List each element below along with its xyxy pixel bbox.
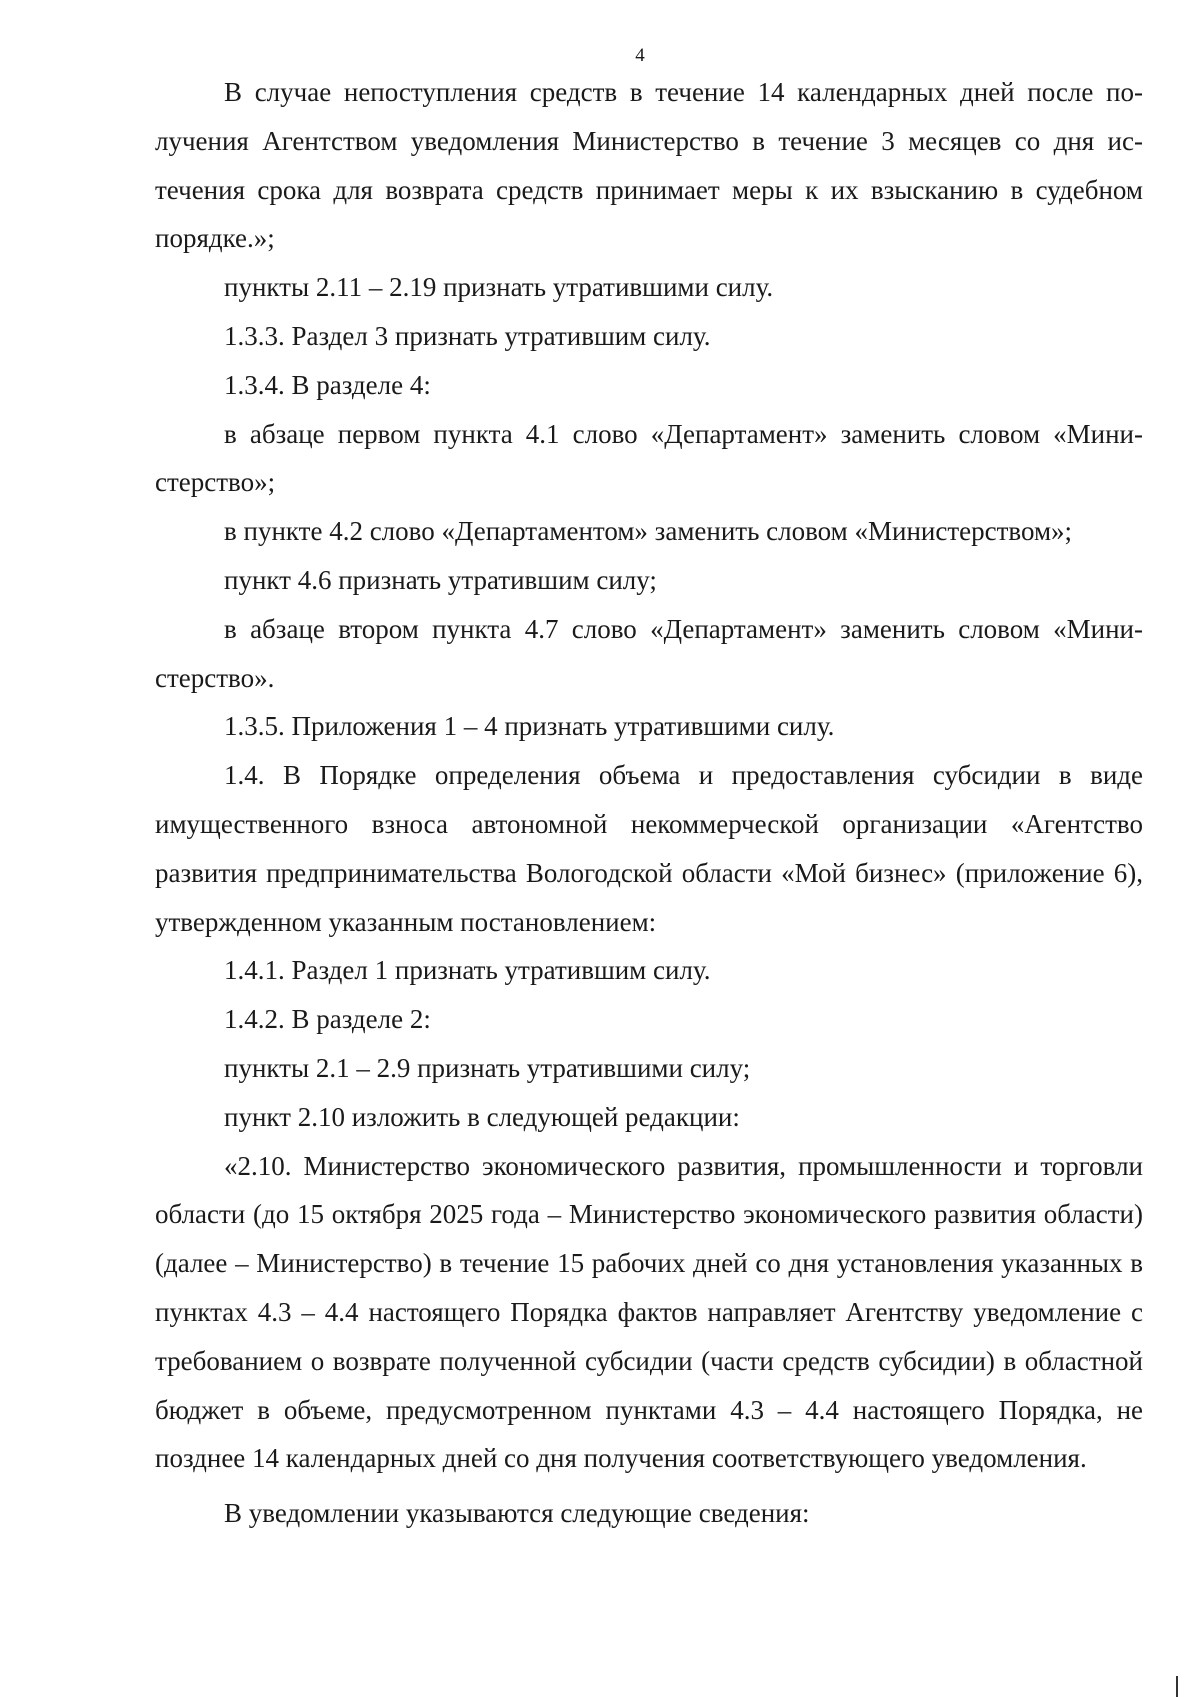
paragraph-1-3-3: 1.3.3. Раздел 3 признать утратившим силу. [224,320,711,351]
paragraph-1-3-5: 1.3.5. Приложения 1 – 4 признать утратившими силу. [224,711,835,742]
paragraph-item-2-10-intro: пункт 2.10 изложить в следующей редакции: [224,1101,740,1132]
paragraph-item-4-2: в пункте 4.2 слово «Департаментом» заменить словом «Министерством»; [224,516,1073,547]
paragraph-items-2-11-2-19: пункты 2.11 – 2.19 признать утратившими силу. [224,272,774,303]
paragraph-item-2-10-text: «2.10. Министерство экономического развития, промышленности и торговли области (до 15 октября 2025 года – Министерство экономического развития области) (далее – Министерство) в течение 15 рабочих дней со дня установления указанных в пунктах 4.3 – 4.4 настоящего Порядка фактов направляет Агентству уведомление с требованием о возврате полученной субсидии (части средств субсидии) в областной бюджет в объеме, предусмотренном пунктами 4.3 – 4.4 настоящего Порядка, не позднее 14 календарных дней со дня получения соответствующего уведомления. [155,1150,1143,1474]
paragraph-notification-details: В уведомлении указываются следующие сведения: [224,1498,810,1529]
scan-edge-mark [1176,1676,1178,1697]
paragraph-item-4-1: в абзаце первом пункта 4.1 слово «Департамент» заменить словом «Министерство»; [155,418,1143,498]
paragraph-item-4-7: в абзаце втором пункта 4.7 слово «Департамент» заменить словом «Министерство». [155,613,1143,693]
paragraph-1-3-4: 1.3.4. В разделе 4: [224,369,431,400]
paragraph-1-4: 1.4. В Порядке определения объема и предоставления субсидии в виде имущественного взноса автономной некоммерческой организации «Агентство развития предпринимательства Вологодской области «Мой бизнес» (приложение 6), утвержденном указанным постановлением: [155,760,1143,937]
page-number: 4 [635,45,645,66]
paragraph-1-4-1: 1.4.1. Раздел 1 признать утратившим силу. [224,955,711,986]
paragraph-items-2-1-2-9: пункты 2.1 – 2.9 признать утратившими силу; [224,1052,751,1083]
paragraph-non-receipt-of-funds: В случае непоступления средств в течение 14 календарных дней после получения Агентством уведомления Министерство в течение 3 месяцев со дня истечения срока для возврата средств принимает меры к их взысканию в судебном порядке.»; [155,77,1143,254]
document-body [155,68,1143,1538]
paragraph-item-4-6: пункт 4.6 признать утратившим силу; [224,564,657,595]
paragraph-1-4-2: 1.4.2. В разделе 2: [224,1004,431,1035]
